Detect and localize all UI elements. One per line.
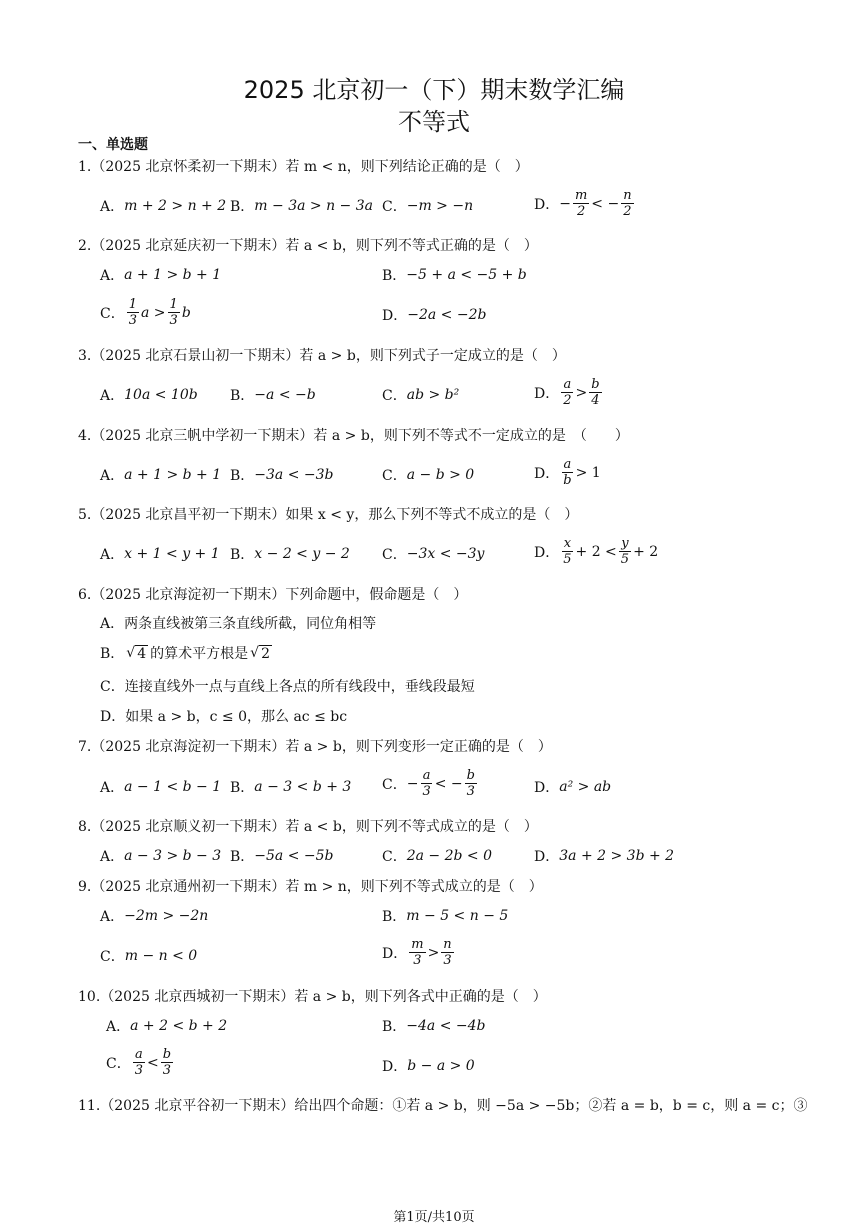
sqrt-symbol: √ 4 [126,645,147,662]
q5-option-d: D． $\frac{x}{5}$ + 2 < $\frac{y}{5}$ + 2 [534,536,659,567]
q5-option-a: A． x + 1 < y + 1 [100,546,220,563]
page-number: 第1页/共10页 [393,1210,475,1225]
q10-option-c: C． $\frac{a}{3}$ < $\frac{b}{3}$ [106,1047,172,1078]
q7-option-a: A． a − 1 < b − 1 [100,779,222,796]
q7-option-c: C． − $\frac{a}{3}$ < − $\frac{b}{3}$ [382,768,475,799]
q4-option-c: C． a − b > 0 [382,467,475,484]
q8-option-b: B． −5a < −5b [230,848,334,865]
q9-option-b: B． m − 5 < n − 5 [382,908,509,925]
q7-option-d: D． a² > ab [534,779,612,796]
question-4-stem: 4.（2025 北京三帆中学初一下期末）若 a > b，则下列不等式不一定成立的是 （ ） [78,428,629,444]
question-7-stem: 7.（2025 北京海淀初一下期末）若 a > b，则下列变形一定正确的是（ ） [78,739,552,755]
q7-option-b: B． a − 3 < b + 3 [230,779,352,796]
question-11-stem: 11.（2025 北京平谷初一下期末）给出四个命题：①若 a > b，则 −5a > −5b；②若 a = b，b = c，则 a = c；③ [78,1098,808,1114]
q6-option-b: B． √ 4 的算术平方根是 √ 2 [100,645,270,662]
sqrt-symbol: √ 2 [250,645,270,662]
q3-option-a: A． 10a < 10b [100,387,198,404]
q4-option-b: B． −3a < −3b [230,467,334,484]
q10-option-b: B． −4a < −4b [382,1018,486,1035]
q6-option-c: C．连接直线外一点与直线上各点的所有线段中，垂线段最短 [100,679,475,695]
section-heading: 一、单选题 [78,137,148,153]
q6-option-a: A．两条直线被第三条直线所截，同位角相等 [100,616,377,632]
q3-option-d: D． $\frac{a}{2}$ > $\frac{b}{4}$ [534,377,600,408]
q5-option-b: B． x − 2 < y − 2 [230,546,350,563]
q1-option-a: A． m + 2 > n + 2 [100,198,227,215]
q10-option-a: A． a + 2 < b + 2 [106,1018,228,1035]
page-subtitle: 不等式 [398,108,470,136]
q2-option-d: D． −2a < −2b [382,307,487,324]
page-title: 2025 北京初一（下）期末数学汇编 [243,76,625,104]
q8-option-c: C． 2a − 2b < 0 [382,848,493,865]
q4-option-d: D． $\frac{a}{b}$ > 1 [534,457,601,488]
q2-option-a: A． a + 1 > b + 1 [100,267,222,284]
q1-option-c: C． −m > −n [382,198,474,215]
q2-option-b: B． −5 + a < −5 + b [382,267,527,284]
q4-option-a: A． a + 1 > b + 1 [100,467,222,484]
q1-option-b: B． m − 3a > n − 3a [230,198,373,215]
question-2-stem: 2.（2025 北京延庆初一下期末）若 a < b，则下列不等式正确的是（ ） [78,238,538,254]
question-10-stem: 10.（2025 北京西城初一下期末）若 a > b，则下列各式中正确的是（ ） [78,989,547,1005]
q9-option-c: C． m − n < 0 [100,948,198,965]
question-9-stem: 9.（2025 北京通州初一下期末）若 m > n，则下列不等式成立的是（ ） [78,879,543,895]
question-8-stem: 8.（2025 北京顺义初一下期末）若 a < b，则下列不等式成立的是（ ） [78,819,538,835]
question-5-stem: 5.（2025 北京昌平初一下期末）如果 x < y，那么下列不等式不成立的是（ ） [78,507,579,523]
q6-option-d: D．如果 a > b，c ≤ 0，那么 ac ≤ bc [100,709,348,725]
q2-option-c: C． $\frac{1}{3}$ a > $\frac{1}{3}$ b [100,297,191,328]
q9-option-a: A． −2m > −2n [100,908,209,925]
question-1-stem: 1.（2025 北京怀柔初一下期末）若 m < n，则下列结论正确的是（ ） [78,159,529,175]
q8-option-a: A． a − 3 > b − 3 [100,848,222,865]
q3-option-b: B． −a < −b [230,387,316,404]
question-3-stem: 3.（2025 北京石景山初一下期末）若 a > b，则下列式子一定成立的是（ ） [78,348,566,364]
question-6-stem: 6.（2025 北京海淀初一下期末）下列命题中，假命题是（ ） [78,587,468,603]
q9-option-d: D． $\frac{m}{3}$ > $\frac{n}{3}$ [382,937,452,968]
q5-option-c: C． −3x < −3y [382,546,485,563]
q3-option-c: C． ab > b² [382,387,460,404]
q8-option-d: D． 3a + 2 > 3b + 2 [534,848,675,865]
q1-option-d: D． − $\frac{m}{2}$ < − $\frac{n}{2}$ [534,188,632,219]
q10-option-d: D． b − a > 0 [382,1058,475,1075]
